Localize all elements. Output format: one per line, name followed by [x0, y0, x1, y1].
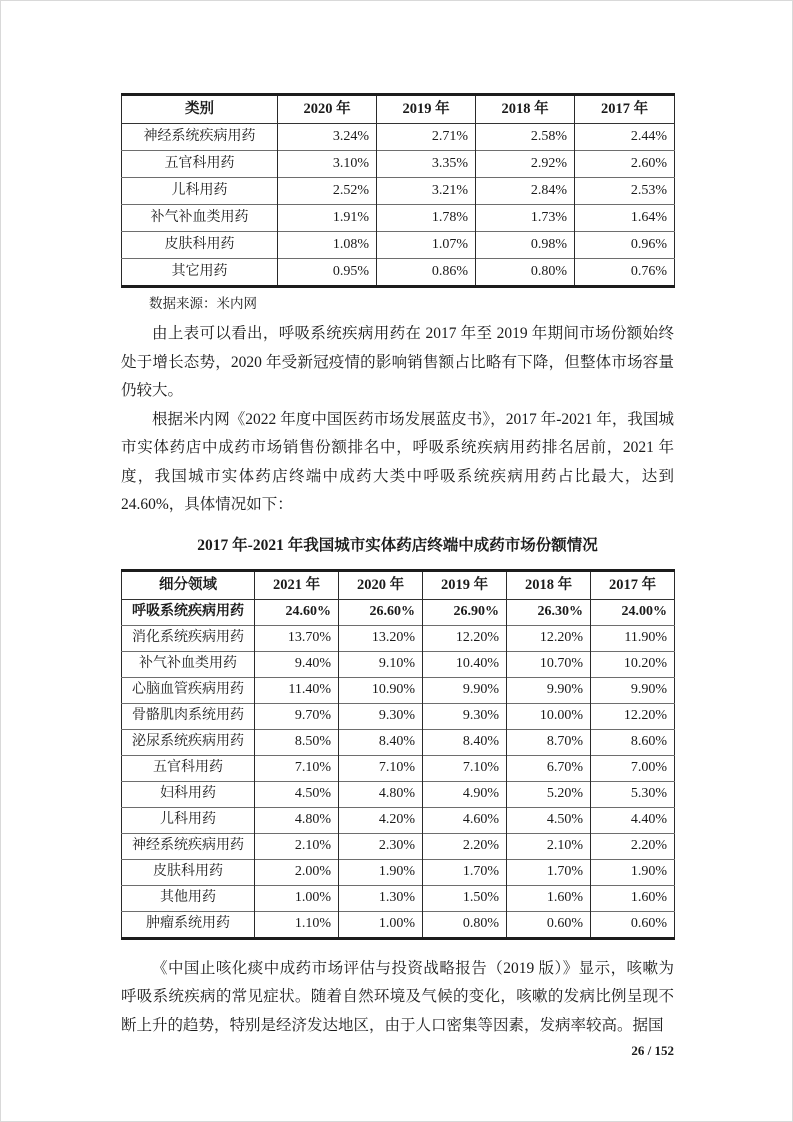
cell-value: 26.30% — [507, 599, 591, 625]
table-row — [122, 651, 675, 677]
cell-value: 10.90% — [339, 677, 423, 703]
cell-value: 13.70% — [255, 625, 339, 651]
table2-title: 2017 年-2021 年我国城市实体药店终端中成药市场份额情况 — [197, 536, 598, 554]
cell-value: 2.58% — [476, 124, 575, 151]
cell-value: 8.50% — [255, 729, 339, 755]
cell-value: 10.00% — [507, 703, 591, 729]
cell-value: 1.64% — [575, 205, 675, 232]
row-label: 补气补血类用药 — [122, 205, 278, 232]
page-number: 26 / 152 — [631, 1043, 674, 1058]
cell-value: 1.50% — [423, 885, 507, 911]
table-row — [122, 259, 675, 287]
cell-value: 2.10% — [255, 833, 339, 859]
cell-value: 8.40% — [339, 729, 423, 755]
cell-value: 7.10% — [339, 755, 423, 781]
cell-value: 0.98% — [476, 232, 575, 259]
top-margin — [121, 1, 674, 93]
cell-value: 8.40% — [423, 729, 507, 755]
column-header: 类别 — [122, 95, 278, 124]
cell-value: 4.80% — [255, 807, 339, 833]
cell-value: 1.90% — [591, 859, 675, 885]
cell-value: 9.90% — [423, 677, 507, 703]
page-content — [121, 1, 674, 1059]
table-row — [122, 677, 675, 703]
data-source-note: 数据来源：米内网 — [149, 296, 257, 311]
table-row — [122, 178, 675, 205]
paragraph-market-share-trend: 由上表可以看出，呼吸系统疾病用药在 2017 年至 2019 年期间市场份额始终处于增长态势，2020 年受新冠疫情的影响销售额占比略有下降，但整体市场容量仍较大。 — [121, 325, 674, 399]
cell-value: 3.35% — [377, 151, 476, 178]
table-row — [122, 859, 675, 885]
cell-value: 1.07% — [377, 232, 476, 259]
cell-value: 2.00% — [255, 859, 339, 885]
cell-value: 11.90% — [591, 625, 675, 651]
cell-value: 0.76% — [575, 259, 675, 287]
cell-value: 4.90% — [423, 781, 507, 807]
cell-value: 2.20% — [423, 833, 507, 859]
cell-value: 1.70% — [423, 859, 507, 885]
cell-value: 4.40% — [591, 807, 675, 833]
cell-value: 2.84% — [476, 178, 575, 205]
cell-value: 0.86% — [377, 259, 476, 287]
row-label: 补气补血类用药 — [122, 651, 255, 677]
row-label: 五官科用药 — [122, 755, 255, 781]
column-header: 2018 年 — [476, 95, 575, 124]
cell-value: 2.10% — [507, 833, 591, 859]
category-share-table — [121, 93, 675, 288]
table-row — [122, 911, 675, 938]
cell-value: 12.20% — [507, 625, 591, 651]
cell-value: 26.90% — [423, 599, 507, 625]
cell-value: 1.00% — [339, 911, 423, 938]
column-header: 2017 年 — [591, 570, 675, 599]
cell-value: 9.70% — [255, 703, 339, 729]
row-label: 呼吸系统疾病用药 — [132, 604, 244, 619]
cell-value: 1.73% — [476, 205, 575, 232]
cell-value: 11.40% — [255, 677, 339, 703]
cell-value: 2.71% — [377, 124, 476, 151]
table-row — [122, 755, 675, 781]
cell-value: 0.80% — [423, 911, 507, 938]
cell-value: 4.20% — [339, 807, 423, 833]
cell-value: 0.60% — [591, 911, 675, 938]
cell-value: 1.70% — [507, 859, 591, 885]
column-header: 2017 年 — [575, 95, 675, 124]
row-label: 骨骼肌肉系统用药 — [122, 703, 255, 729]
table-header-row — [122, 95, 675, 124]
column-header: 细分领域 — [122, 570, 255, 599]
cell-value: 2.53% — [575, 178, 675, 205]
cell-value: 1.91% — [278, 205, 377, 232]
cell-value: 26.60% — [339, 599, 423, 625]
column-header: 2021 年 — [255, 570, 339, 599]
cell-value: 7.10% — [423, 755, 507, 781]
cell-value: 5.30% — [591, 781, 675, 807]
cell-value: 7.10% — [255, 755, 339, 781]
table-header-row — [122, 570, 675, 599]
cell-value: 2.92% — [476, 151, 575, 178]
cell-value: 3.10% — [278, 151, 377, 178]
table-row — [122, 781, 675, 807]
cell-value: 12.20% — [591, 703, 675, 729]
cell-value: 7.00% — [591, 755, 675, 781]
row-label: 其它用药 — [122, 259, 278, 287]
row-label: 皮肤科用药 — [122, 859, 255, 885]
cell-value: 9.90% — [507, 677, 591, 703]
table-row — [122, 703, 675, 729]
cell-value: 8.70% — [507, 729, 591, 755]
cell-value: 1.10% — [255, 911, 339, 938]
cell-value: 24.60% — [255, 599, 339, 625]
table-row — [122, 124, 675, 151]
cell-value: 12.20% — [423, 625, 507, 651]
paragraph-bluebook-ranking: 根据米内网《2022 年度中国医药市场发展蓝皮书》，2017 年-2021 年，我国城市实体药店中成药市场销售份额排名中，呼吸系统疾病用药排名居前，2021 年度，我国城市实体药店终端中成药大类中呼吸系统疾病用药占比最大，达到 24.60%，具体情况如下： — [121, 410, 674, 513]
row-label: 妇科用药 — [122, 781, 255, 807]
segment-share-table — [121, 569, 675, 940]
paragraph-cough-report: 《中国止咳化痰中成药市场评估与投资战略报告（2019 版）》显示，咳嗽为呼吸系统疾病的常见症状。随着自然环境及气候的变化，咳嗽的发病比例呈现不断上升的趋势，特别是经济发达地区，由于人口密集等因素，发病率较高。据国 — [121, 959, 674, 1034]
cell-value: 1.60% — [591, 885, 675, 911]
cell-value: 4.50% — [255, 781, 339, 807]
cell-value: 3.24% — [278, 124, 377, 151]
table-row — [122, 885, 675, 911]
cell-value: 2.44% — [575, 124, 675, 151]
cell-value: 5.20% — [507, 781, 591, 807]
row-label: 消化系统疾病用药 — [122, 625, 255, 651]
cell-value: 1.90% — [339, 859, 423, 885]
table-row — [122, 729, 675, 755]
row-label: 儿科用药 — [122, 178, 278, 205]
table-row — [122, 151, 675, 178]
row-label: 心脑血管疾病用药 — [122, 677, 255, 703]
cell-value: 9.90% — [591, 677, 675, 703]
table-row — [122, 232, 675, 259]
table-row — [122, 807, 675, 833]
cell-value: 4.80% — [339, 781, 423, 807]
row-label: 儿科用药 — [122, 807, 255, 833]
table-row — [122, 833, 675, 859]
cell-value: 1.60% — [507, 885, 591, 911]
cell-value: 6.70% — [507, 755, 591, 781]
cell-value: 0.60% — [507, 911, 591, 938]
cell-value: 1.08% — [278, 232, 377, 259]
cell-value: 0.95% — [278, 259, 377, 287]
cell-value: 10.20% — [591, 651, 675, 677]
cell-value: 3.21% — [377, 178, 476, 205]
table-row — [122, 625, 675, 651]
cell-value: 9.10% — [339, 651, 423, 677]
row-label: 肿瘤系统用药 — [122, 911, 255, 938]
cell-value: 2.60% — [575, 151, 675, 178]
cell-value: 1.78% — [377, 205, 476, 232]
column-header: 2018 年 — [507, 570, 591, 599]
row-label: 其他用药 — [122, 885, 255, 911]
cell-value: 1.30% — [339, 885, 423, 911]
cell-value: 9.30% — [423, 703, 507, 729]
table-row — [122, 599, 675, 625]
column-header: 2020 年 — [339, 570, 423, 599]
column-header: 2020 年 — [278, 95, 377, 124]
cell-value: 9.30% — [339, 703, 423, 729]
cell-value: 8.60% — [591, 729, 675, 755]
cell-value: 2.20% — [591, 833, 675, 859]
row-label: 泌尿系统疾病用药 — [122, 729, 255, 755]
row-label: 神经系统疾病用药 — [122, 833, 255, 859]
cell-value: 4.60% — [423, 807, 507, 833]
cell-value: 0.96% — [575, 232, 675, 259]
table-row — [122, 205, 675, 232]
cell-value: 10.40% — [423, 651, 507, 677]
row-label: 五官科用药 — [122, 151, 278, 178]
cell-value: 1.00% — [255, 885, 339, 911]
cell-value: 10.70% — [507, 651, 591, 677]
cell-value: 4.50% — [507, 807, 591, 833]
cell-value: 2.30% — [339, 833, 423, 859]
column-header: 2019 年 — [377, 95, 476, 124]
cell-value: 13.20% — [339, 625, 423, 651]
row-label: 皮肤科用药 — [122, 232, 278, 259]
cell-value: 24.00% — [591, 599, 675, 625]
row-label: 神经系统疾病用药 — [143, 129, 256, 144]
cell-value: 2.52% — [278, 178, 377, 205]
column-header: 2019 年 — [423, 570, 507, 599]
cell-value: 0.80% — [476, 259, 575, 287]
cell-value: 9.40% — [255, 651, 339, 677]
